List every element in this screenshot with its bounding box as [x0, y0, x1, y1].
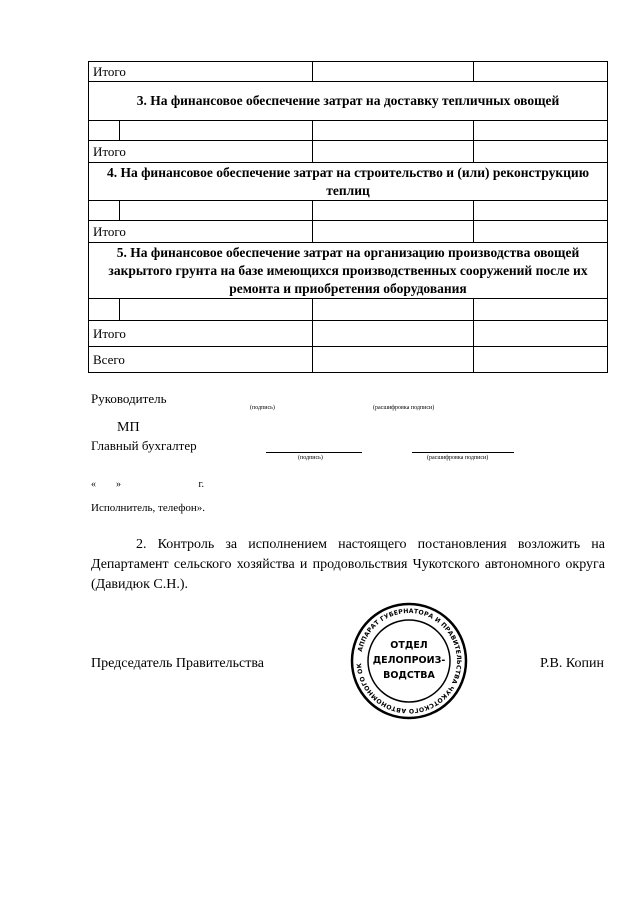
value-cell	[313, 347, 474, 373]
value-cell	[313, 201, 474, 221]
stamp-line-3: ВОДСТВА	[383, 670, 435, 681]
table-row	[89, 121, 608, 141]
itogo-cell: Итого	[89, 221, 313, 243]
signature-hint: (подпись)	[250, 405, 275, 411]
value-cell	[313, 141, 474, 163]
section-4-title: 4. На финансовое обеспечение затрат на строительство и (или) реконструкцию теплиц	[89, 163, 608, 201]
table-row	[89, 299, 608, 321]
value-cell	[474, 62, 608, 82]
stamp-line-1: ОТДЕЛ	[390, 640, 428, 651]
itogo-cell: Итого	[89, 62, 313, 82]
name-cell	[120, 201, 313, 221]
itogo-cell: Итого	[89, 141, 313, 163]
number-cell	[89, 299, 120, 321]
seal-label: МП	[117, 420, 140, 435]
chairman-name: Р.В. Копин	[540, 656, 604, 671]
section-3-title: 3. На финансовое обеспечение затрат на доставку тепличных овощей	[89, 82, 608, 121]
table-row	[89, 243, 608, 299]
head-label: Руководитель	[91, 391, 167, 406]
signature-hint: (подпись)	[298, 455, 323, 461]
chairman-title: Председатель Правительства	[91, 656, 264, 671]
decode-line	[412, 452, 514, 453]
number-cell	[89, 201, 120, 221]
table-row	[89, 347, 608, 373]
value-cell	[474, 121, 608, 141]
signature-line	[266, 452, 362, 453]
value-cell	[313, 62, 474, 82]
value-cell	[313, 321, 474, 347]
value-cell	[474, 221, 608, 243]
section-5-title: 5. На финансовое обеспечение затрат на организацию производства овощей закрытого грунта на базе имеющихся производственных сооружений после их ремонта и приобретения оборудования	[89, 243, 608, 299]
executor-line: Исполнитель, телефон».	[91, 502, 205, 514]
stamp-ring-text: АППАРАТ ГУБЕРНАТОРА И ПРАВИТЕЛЬСТВА ЧУКОТСКОГО АВТОНОМНОГО ОК	[355, 607, 463, 715]
office-stamp	[350, 602, 468, 720]
value-cell	[474, 201, 608, 221]
value-cell	[474, 299, 608, 321]
table-row	[89, 141, 608, 163]
stamp-line-2: ДЕЛОПРОИЗ-	[372, 655, 446, 666]
value-cell	[313, 121, 474, 141]
financing-table	[88, 61, 608, 373]
number-cell	[89, 121, 120, 141]
itogo-cell: Итого	[89, 321, 313, 347]
value-cell	[313, 221, 474, 243]
table-row	[89, 82, 608, 121]
table-row	[89, 62, 608, 82]
value-cell	[313, 299, 474, 321]
name-cell	[120, 121, 313, 141]
table-row	[89, 321, 608, 347]
table-row	[89, 201, 608, 221]
value-cell	[474, 321, 608, 347]
decode-hint: (расшифровка подписи)	[373, 405, 435, 411]
control-paragraph: 2. Контроль за исполнением настоящего постановления возложить на Департамент сельского хозяйства и продовольствия Чукотского автономного округа (Давидюк С.Н.).	[91, 537, 605, 592]
stamp-seal-icon	[350, 602, 468, 720]
total-cell: Всего	[89, 347, 313, 373]
value-cell	[474, 347, 608, 373]
value-cell	[474, 141, 608, 163]
decode-hint: (расшифровка подписи)	[427, 455, 489, 461]
date-line: « » г.	[91, 479, 204, 490]
name-cell	[120, 299, 313, 321]
accountant-label: Главный бухгалтер	[91, 438, 197, 453]
table-row	[89, 163, 608, 201]
table-row	[89, 221, 608, 243]
